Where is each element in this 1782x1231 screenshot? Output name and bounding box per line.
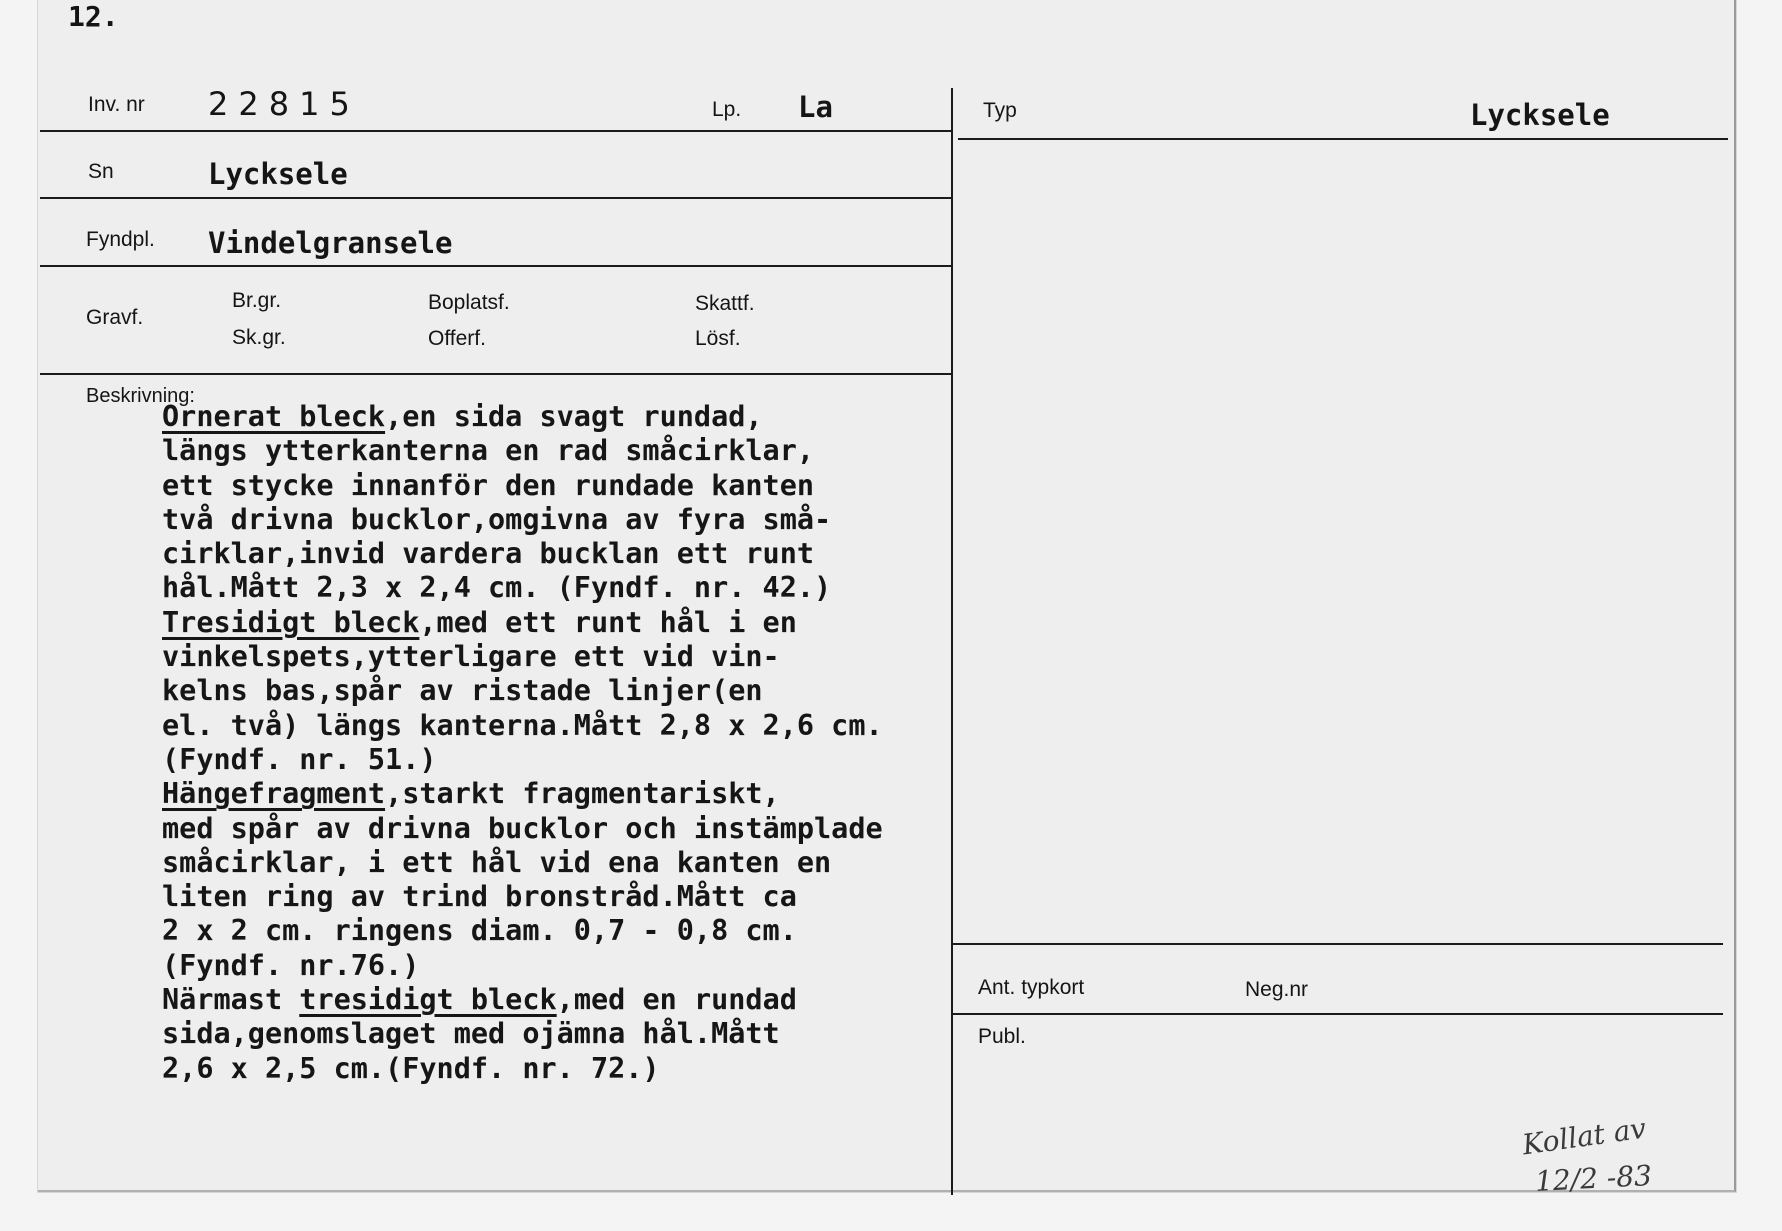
- rule-gravf: [40, 373, 952, 375]
- inv-nr-label: Inv. nr: [88, 93, 145, 116]
- description-segment: 2 x 2 cm. ringens diam. 0,7 - 0,8 cm.: [162, 914, 797, 948]
- description-line: [162, 743, 883, 777]
- corner-number: 12.: [68, 0, 119, 33]
- underlined-object-name: Tresidigt bleck: [162, 605, 420, 639]
- description-segment: ,en sida svagt rundad,: [385, 400, 763, 433]
- description-segment: med spår av drivna bucklor och instämplade: [162, 811, 883, 845]
- inv-nr-value: 22815: [208, 85, 360, 123]
- description-line: [162, 674, 883, 708]
- description-segment: (Fyndf. nr.76.): [162, 948, 420, 982]
- description-segment: kelns bas,spår av ristade linjer(en: [162, 674, 763, 708]
- beskrivning-label: Beskrivning:: [86, 385, 195, 407]
- description-segment: liten ring av trind bronstråd.Mått ca: [162, 880, 797, 914]
- sn-value: Lycksele: [208, 157, 348, 191]
- description-text: [162, 400, 883, 1086]
- description-segment: ett stycke innanför den rundade kanten: [162, 468, 815, 502]
- description-segment: el. två) längs kanterna.Mått 2,8 x 2,6 cm.: [162, 708, 883, 742]
- description-line: [162, 709, 883, 743]
- sn-label: Sn: [88, 160, 114, 183]
- brgr-label: Br.gr.: [232, 289, 282, 312]
- skattf-label: Skattf.: [695, 292, 755, 315]
- description-segment: ,starkt fragmentariskt,: [385, 777, 780, 811]
- rule-sn: [40, 197, 952, 199]
- description-line: [162, 949, 883, 983]
- description-line: [162, 914, 883, 948]
- handwritten-note-line2: 12/2 -83: [1534, 1158, 1653, 1199]
- description-line: [162, 400, 883, 434]
- description-segment: (Fyndf. nr. 51.): [162, 742, 437, 776]
- description-line: [162, 812, 883, 846]
- neg-nr-label: Neg.nr: [1245, 978, 1309, 1001]
- rule-ant-bottom: [953, 1013, 1723, 1015]
- description-line: [162, 537, 883, 571]
- rule-ant-top: [953, 943, 1723, 945]
- description-line: [162, 1017, 883, 1051]
- fyndpl-label: Fyndpl.: [86, 228, 155, 251]
- rule-inv: [40, 130, 952, 132]
- typ-label: Typ: [983, 99, 1017, 122]
- rule-typ: [958, 138, 1728, 140]
- underlined-object-name: Ornerat bleck: [162, 400, 386, 433]
- description-line: [162, 1052, 883, 1086]
- description-segment: 2,6 x 2,5 cm.(Fyndf. nr. 72.): [162, 1051, 660, 1085]
- lp-value: La: [798, 90, 833, 124]
- description-line: [162, 983, 883, 1017]
- underlined-object-name: tresidigt bleck: [299, 983, 557, 1017]
- description-segment: ,med ett runt hål i en: [419, 605, 797, 639]
- description-line: [162, 434, 883, 468]
- typ-value: Lycksele: [1470, 98, 1610, 132]
- rule-fyndpl: [40, 265, 952, 267]
- description-line: [162, 606, 883, 640]
- description-segment: småcirklar, i ett hål vid ena kanten en: [162, 845, 832, 879]
- offerf-label: Offerf.: [428, 327, 486, 350]
- description-line: [162, 880, 883, 914]
- description-line: [162, 640, 883, 674]
- description-line: [162, 846, 883, 880]
- description-line: [162, 571, 883, 605]
- lp-label: Lp.: [712, 98, 742, 121]
- description-segment: vinkelspets,ytterligare ett vid vin-: [162, 640, 780, 674]
- description-segment: hål.Mått 2,3 x 2,4 cm. (Fyndf. nr. 42.): [162, 571, 832, 605]
- description-line: [162, 469, 883, 503]
- ant-typkort-label: Ant. typkort: [978, 976, 1085, 999]
- gravf-label: Gravf.: [86, 306, 144, 329]
- description-segment: cirklar,invid vardera bucklan ett runt: [162, 537, 815, 571]
- description-segment: ,med en rundad: [556, 983, 797, 1017]
- handwritten-note-line1: Kollat av: [1520, 1111, 1648, 1162]
- column-divider: [951, 88, 953, 1195]
- description-line: [162, 503, 883, 537]
- description-segment: två drivna bucklor,omgivna av fyra små-: [162, 502, 832, 536]
- underlined-object-name: Hängefragment: [162, 777, 386, 811]
- losf-label: Lösf.: [695, 327, 741, 350]
- boplatsf-label: Boplatsf.: [428, 291, 510, 314]
- description-line: [162, 777, 883, 811]
- description-segment: längs ytterkanterna en rad småcirklar,: [162, 434, 815, 468]
- publ-label: Publ.: [978, 1025, 1026, 1048]
- description-segment: sida,genomslaget med ojämna hål.Mått: [162, 1017, 780, 1051]
- skgr-label: Sk.gr.: [232, 326, 286, 349]
- fyndpl-value: Vindelgransele: [208, 226, 453, 260]
- description-segment: Närmast: [162, 983, 300, 1017]
